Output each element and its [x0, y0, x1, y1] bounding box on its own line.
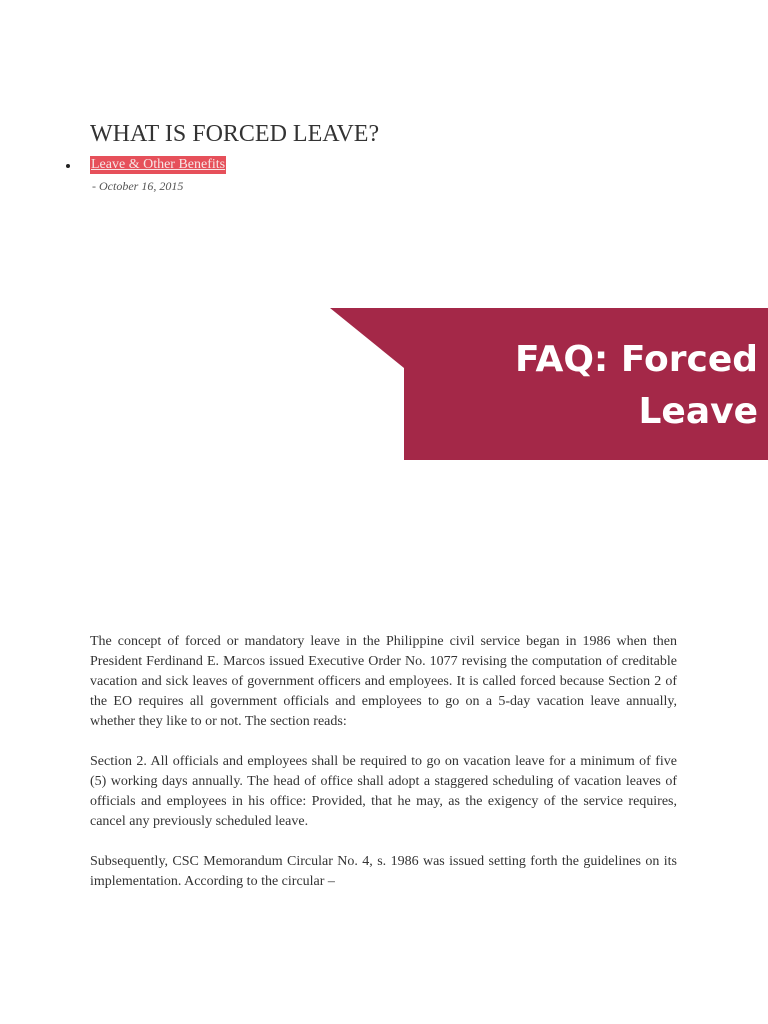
- article-paragraph-1: The concept of forced or mandatory leave in the Philippine civil service began in 1986 when then President Ferdinand E. Marcos issued Executive Order No. 1077 revising the computation of creditable vacation and sick leaves of government officers and employees. It is called forced because Section 2 of the EO requires all government officials and employees to go on a 5-day vacation leave annually, whether they like to or not. The section reads:: [90, 634, 677, 729]
- banner-line-2: Leave: [638, 391, 758, 432]
- date-prefix: -: [92, 179, 96, 193]
- date-text: October 16, 2015: [99, 179, 184, 193]
- post-title: WHAT IS FORCED LEAVE?: [90, 121, 380, 147]
- post-date: [92, 179, 183, 194]
- article-body: [90, 632, 677, 912]
- featured-banner-image: [330, 308, 768, 460]
- category-link[interactable]: Leave & Other Benefits: [91, 157, 226, 172]
- banner-line-1: FAQ: Forced: [515, 339, 758, 380]
- list-bullet: [66, 164, 70, 168]
- banner-heading: [515, 334, 758, 438]
- article-paragraph-2: Section 2. All officials and employees shall be required to go on vacation leave for a minimum of five (5) working days annually. The head of office shall adopt a staggered scheduling of vacation leaves of officials and employees in his office: Provided, that he may, as the exigency of the service requires, cancel any previously scheduled leave.: [90, 754, 677, 829]
- article-paragraph-3: Subsequently, CSC Memorandum Circular No. 4, s. 1986 was issued setting forth the guidelines on its implementation. According to the circular –: [90, 854, 677, 889]
